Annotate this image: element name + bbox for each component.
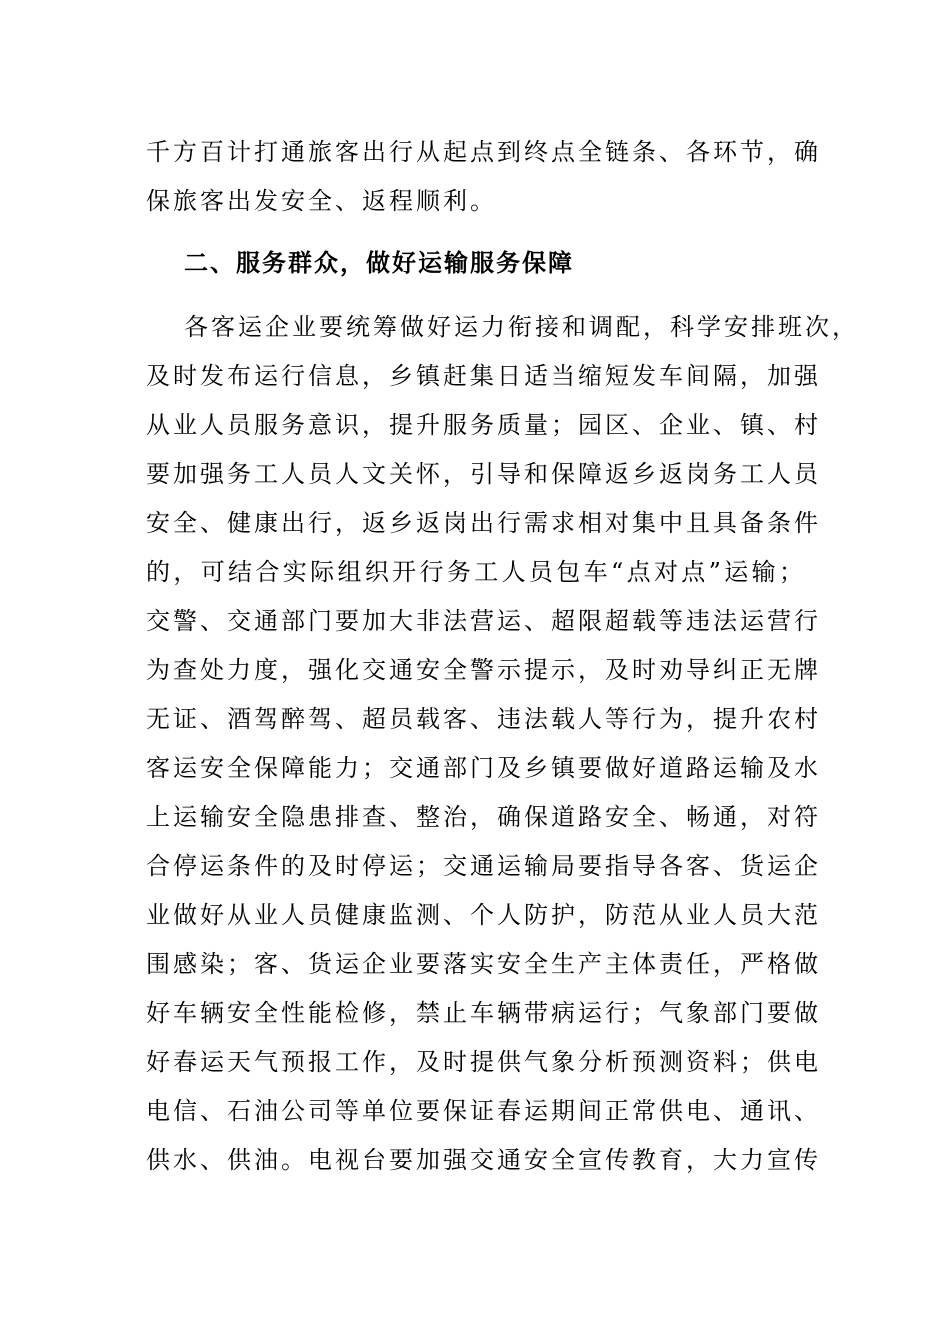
- paragraph-line: 及时发布运行信息，乡镇赶集日适当缩短发车间隔，加强: [146, 362, 821, 390]
- paragraph-line: 保旅客出发安全、返程顺利。: [146, 187, 497, 215]
- paragraph-line: 的，可结合实际组织开行务工人员包车“点对点”运输；: [146, 558, 806, 586]
- paragraph-line: 供水、供油。电视台要加强交通安全宣传教育，大力宣传: [146, 1146, 821, 1174]
- section-heading: 二、服务群众，做好运输服务保障: [184, 249, 574, 277]
- paragraph-line: 围感染；客、货运企业要落实安全生产主体责任，严格做: [146, 950, 821, 978]
- paragraph-line: 从业人员服务意识，提升服务质量；园区、企业、镇、村: [146, 411, 821, 439]
- paragraph-line: 上运输安全隐患排查、整治，确保道路安全、畅通，对符: [146, 803, 821, 831]
- paragraph-line: 合停运条件的及时停运；交通运输局要指导各客、货运企: [146, 852, 821, 880]
- paragraph-line: 客运安全保障能力；交通部门及乡镇要做好道路运输及水: [146, 754, 821, 782]
- paragraph-line: 要加强务工人员人文关怀，引导和保障返乡返岗务工人员: [146, 460, 821, 488]
- paragraph-line: 电信、石油公司等单位要保证春运期间正常供电、通讯、: [146, 1097, 821, 1125]
- paragraph-line: 千方百计打通旅客出行从起点到终点全链条、各环节，确: [146, 138, 821, 166]
- paragraph-line: 业做好从业人员健康监测、个人防护，防范从业人员大范: [146, 901, 821, 929]
- paragraph-line: 无证、酒驾醉驾、超员载客、违法载人等行为，提升农村: [146, 705, 821, 733]
- paragraph-line: 好春运天气预报工作，及时提供气象分析预测资料；供电: [146, 1048, 821, 1076]
- paragraph-line: 交警、交通部门要加大非法营运、超限超载等违法运营行: [146, 607, 821, 635]
- paragraph-line: 安全、健康出行，返乡返岗出行需求相对集中且具备条件: [146, 509, 821, 537]
- paragraph-line: 好车辆安全性能检修，禁止车辆带病运行；气象部门要做: [146, 999, 821, 1027]
- paragraph-line: 各客运企业要统筹做好运力衔接和调配，科学安排班次，: [184, 313, 859, 341]
- paragraph-line: 为查处力度，强化交通安全警示提示，及时劝导纠正无牌: [146, 656, 821, 684]
